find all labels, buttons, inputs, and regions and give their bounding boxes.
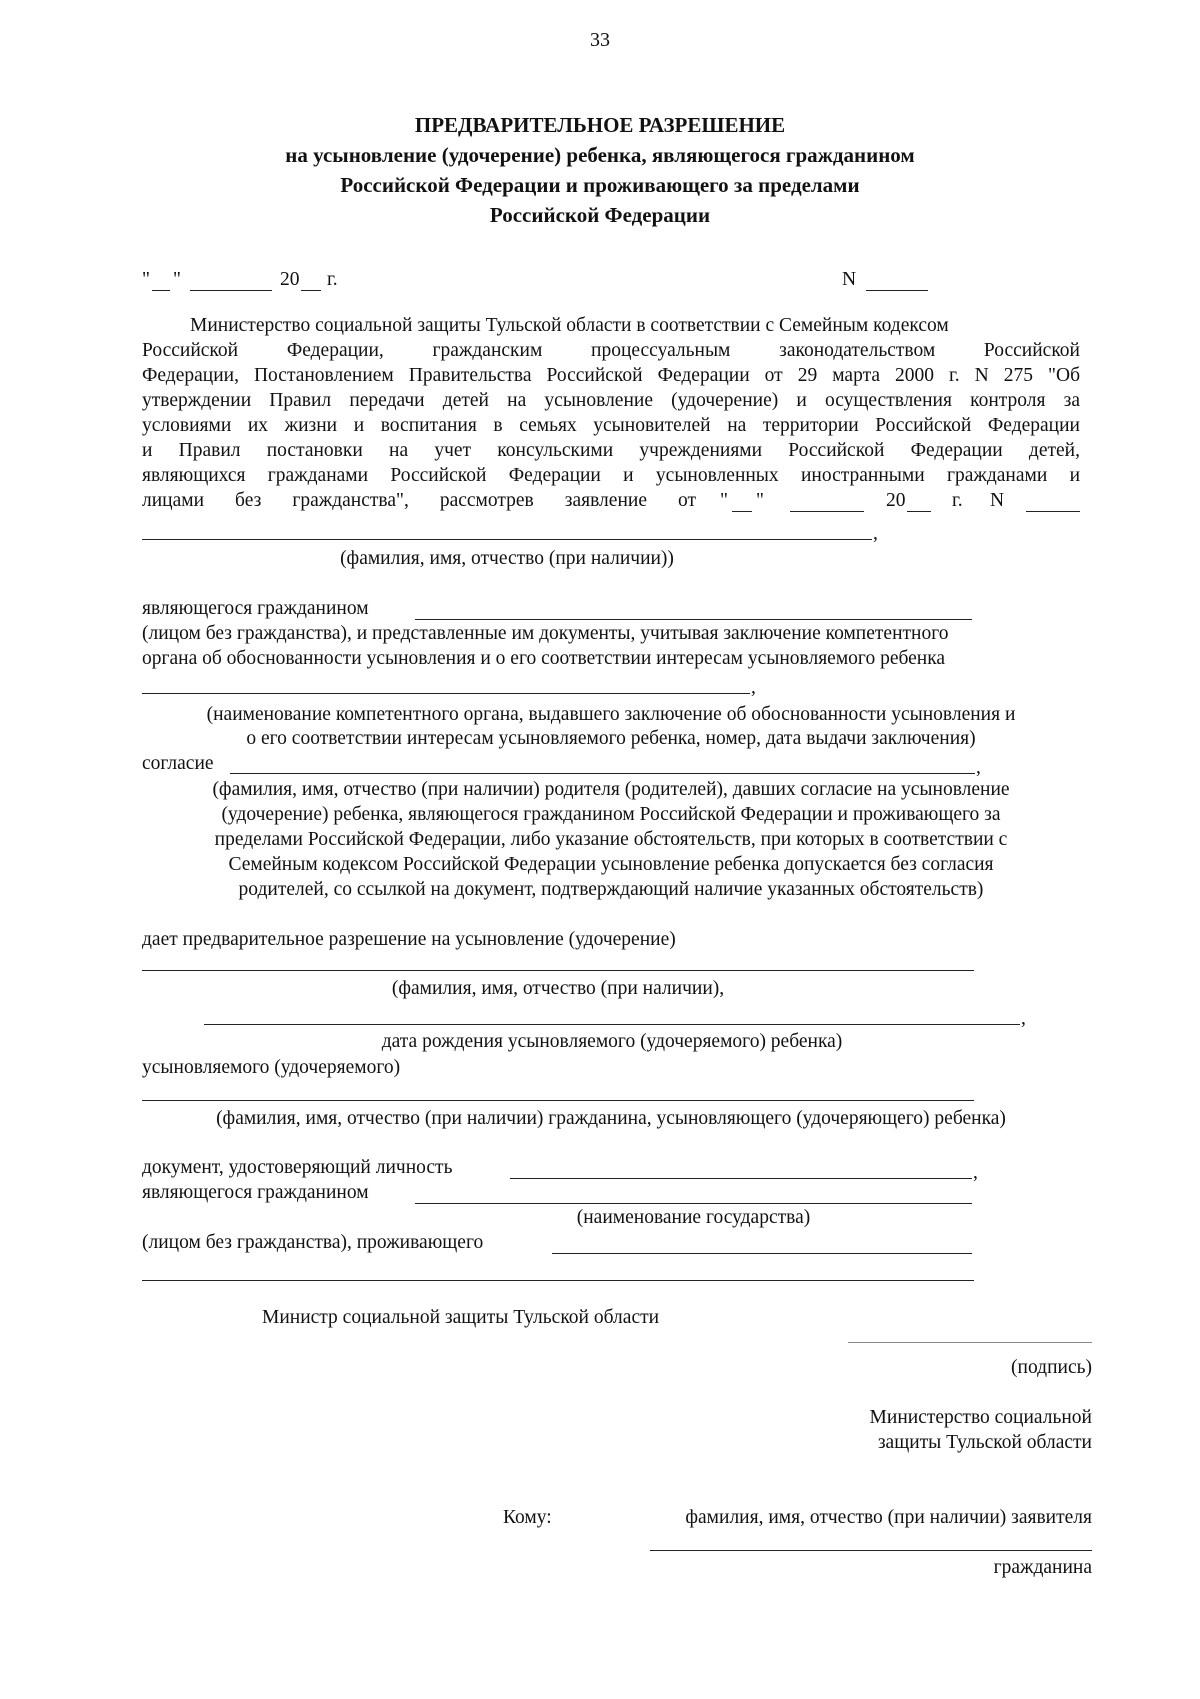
child-dob-caption: дата рождения усыновляемого (удочеряемого) ребенка)	[381, 1031, 843, 1052]
consent-comma: ,	[976, 757, 981, 778]
child-fio-line	[142, 970, 974, 971]
id-doc-line	[510, 1178, 972, 1179]
title-line-2: на усыновление (удочерение) ребенка, являющегося гражданином	[285, 143, 915, 167]
consent-caption-line-1: (фамилия, имя, отчество (при наличии) родителя (родителей), давших согласие на усыновление	[212, 779, 1010, 800]
paragraph-1-line-7: являющихся гражданами Российской Федерации и усыновленных иностранными гражданами и	[142, 465, 1080, 486]
residence-line-2	[142, 1280, 974, 1281]
id-doc-label: документ, удостоверяющий личность	[142, 1157, 453, 1178]
grant-text: дает предварительное разрешение на усыновление (удочерение)	[142, 929, 676, 950]
adopter-line	[142, 1100, 974, 1101]
applicant-fio-caption: (фамилия, имя, отчество (при наличии))	[340, 548, 674, 569]
ministry-line-1: Министерство социальной	[869, 1407, 1092, 1428]
adopted-label: усыновляемого (удочеряемого)	[142, 1057, 401, 1078]
citizen-label: являющегося гражданином	[142, 598, 369, 619]
applicant-fio-line	[142, 539, 872, 540]
paragraph-1-line-5: условиями их жизни и воспитания в семьях усыновителей на территории Российской Федерации	[142, 415, 1080, 436]
organ-caption-line-2: о его соответствии интересам усыновляемого ребенка, номер, дата выдачи заключения)	[246, 728, 976, 749]
paragraph-1-line-1: Министерство социальной защиты Тульской области в соответствии с Семейным кодексом	[190, 315, 949, 336]
paragraph-1-line-6: и Правил постановки на учет консульскими учреждениями Российской Федерации детей,	[142, 440, 1080, 461]
applicant-fio-comma: ,	[873, 523, 878, 544]
paragraph-2-line-2: органа об обоснованности усыновления и о его соответствии интересам усыновляемого ребенка	[142, 648, 946, 669]
child-dob-comma: ,	[1021, 1008, 1026, 1029]
paragraph-1-line-3: Федерации, Постановлением Правительства Российской Федерации от 29 марта 2000 г. N 275 "Об	[142, 365, 1080, 386]
state-caption: (наименование государства)	[576, 1207, 811, 1228]
stateless-label: (лицом без гражданства), проживающего	[142, 1232, 484, 1253]
date-month-line	[190, 290, 272, 291]
consent-caption-line-5: родителей, со ссылкой на документ, подтверждающий наличие указанных обстоятельств)	[238, 879, 984, 900]
application-month-line	[790, 511, 864, 512]
signature-line	[848, 1342, 1092, 1343]
signature-caption: (подпись)	[1011, 1357, 1092, 1378]
application-date-quote-close: "	[756, 490, 764, 511]
paragraph-2-line-1: (лицом без гражданства), и представленные им документы, учитывая заключение компетентного	[142, 623, 949, 644]
date-year-suffix: г.	[327, 269, 338, 290]
id-doc-comma: ,	[973, 1162, 978, 1183]
applicant-caption: фамилия, имя, отчество (при наличии) заявителя	[685, 1507, 1092, 1528]
citizen-caption: гражданина	[993, 1557, 1092, 1578]
citizen-label-2: являющегося гражданином	[142, 1182, 369, 1203]
paragraph-1-line-8: лицами без гражданства", рассмотрев заявление от	[142, 490, 696, 511]
consent-caption-line-2: (удочерение) ребенка, являющегося гражданином Российской Федерации и проживающего за	[221, 804, 1001, 825]
to-label: Кому:	[503, 1507, 552, 1528]
child-dob-line	[204, 1024, 1020, 1025]
consent-line	[230, 773, 975, 774]
application-year-prefix: 20	[886, 490, 906, 511]
application-date-quote-open: "	[720, 490, 728, 511]
organ-line	[142, 693, 750, 694]
ministry-line-2: защиты Тульской области	[877, 1432, 1092, 1453]
page-number: 33	[590, 29, 610, 51]
organ-comma: ,	[751, 677, 756, 698]
citizen-line-2	[415, 1203, 972, 1204]
paragraph-1-line-2: Российской Федерации, гражданским процессуальным законодательством Российской	[142, 340, 1080, 361]
number-line	[866, 290, 928, 291]
title-line-4: Российской Федерации	[489, 203, 711, 227]
organ-caption-line-1: (наименование компетентного органа, выдавшего заключение об обоснованности усыновления и	[206, 704, 1016, 725]
applicant-line	[650, 1550, 1092, 1551]
child-fio-caption: (фамилия, имя, отчество (при наличии),	[391, 978, 725, 999]
consent-label: согласие	[142, 753, 214, 774]
paragraph-1-line-4: утверждении Правил передачи детей на усыновление (удочерение) и осуществления контроля за	[142, 390, 1080, 411]
application-number-label: N	[990, 490, 1005, 511]
application-year-suffix: г.	[952, 490, 963, 511]
title-line-1: ПРЕДВАРИТЕЛЬНОЕ РАЗРЕШЕНИЕ	[414, 113, 786, 137]
title-line-3: Российской Федерации и проживающего за пределами	[340, 173, 860, 197]
date-year-prefix: 20	[280, 269, 300, 290]
number-label: N	[842, 269, 857, 290]
adopter-caption: (фамилия, имя, отчество (при наличии) гражданина, усыновляющего (удочеряющего) ребенка)	[216, 1108, 1006, 1129]
date-year-line	[301, 290, 321, 291]
consent-caption-line-3: пределами Российской Федерации, либо указание обстоятельств, при которых в соответствии с	[214, 829, 1008, 850]
application-day-line	[732, 511, 752, 512]
date-quote-open: "	[142, 269, 150, 290]
application-number-line	[1026, 511, 1080, 512]
consent-caption-line-4: Семейным кодексом Российской Федерации усыновление ребенка допускается без согласия	[228, 854, 994, 875]
application-year-line	[907, 511, 931, 512]
citizen-line	[415, 619, 972, 620]
minister-title: Министр социальной защиты Тульской области	[262, 1307, 660, 1328]
date-day-line	[152, 290, 170, 291]
date-quote-close: "	[173, 269, 181, 290]
residence-line	[552, 1253, 972, 1254]
